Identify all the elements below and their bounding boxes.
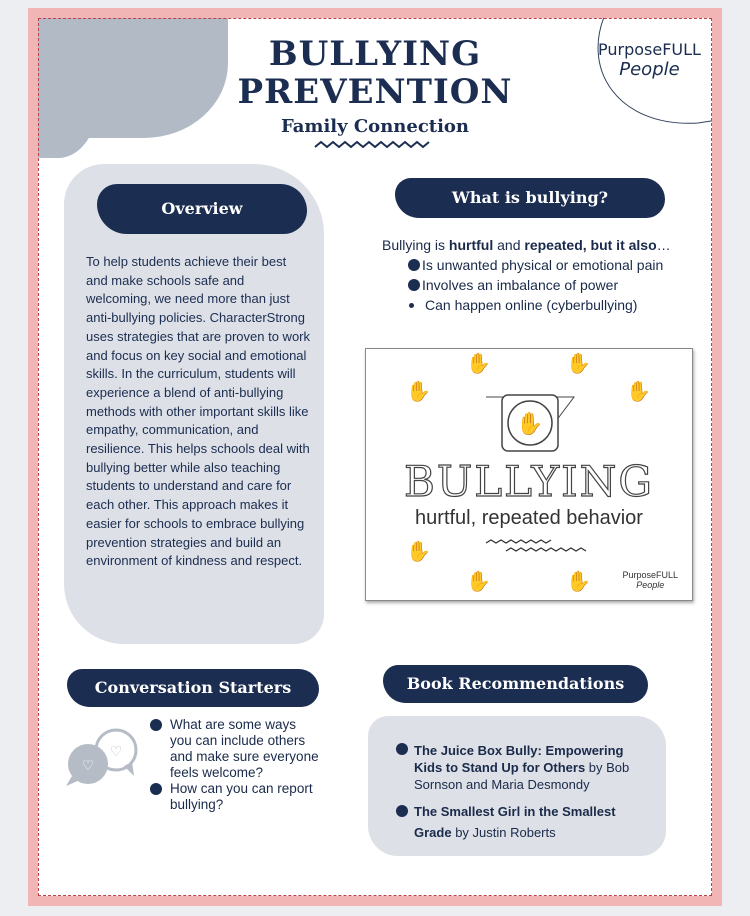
conversation-item: How can you can report bullying? [150, 781, 320, 813]
squiggle-divider [313, 140, 437, 150]
what-is-bullying [382, 235, 671, 315]
hand-icon: ✋ [466, 353, 491, 375]
hand-icon: ✋ [626, 381, 651, 403]
what-bullet: Can happen online (cyberbullying) [382, 295, 671, 315]
bullet-icon [408, 259, 420, 271]
what-bullet: Is unwanted physical or emotional pain [382, 255, 671, 275]
bullet-icon [396, 743, 408, 755]
bullet-icon [396, 805, 408, 817]
book-item: The Juice Box Bully: Empowering Kids to Stand Up for Others by Bob Sornson and Maria Desmondy [396, 742, 641, 793]
conversation-item: What are some ways you can include others and make sure everyone feels welcome? [150, 717, 320, 781]
raised-hand-icon [484, 393, 576, 453]
bullet-icon [408, 279, 420, 291]
bullet-icon [150, 783, 162, 795]
what-bullet: Involves an imbalance of power [382, 275, 671, 295]
page-title-line2: PREVENTION [237, 72, 513, 112]
book-list [396, 742, 641, 851]
page-subtitle: Family Connection [280, 116, 470, 137]
purposefull-people-logo [598, 40, 701, 81]
hand-icon: ✋ [566, 571, 591, 593]
overview-text: To help students achieve their best and make schools safe and welcoming, we need more than just anti-bullying policies. CharacterStrong uses strategies that are proven to work and focus on key social and emotional skills. In the curriculum, students will experience a blend of anti-bullying methods with other important skills like empathy, communication, and resilience. This helps schools deal with bullying better while also teaching students to understand and care for each other. This approach makes it easier for schools to embrace bullying prevention strategies and build an environment of kindness and respect. [86, 254, 311, 569]
chat-bubbles-icon [64, 728, 144, 788]
page-title-line1: BULLYING [268, 34, 482, 74]
svg-text:♡: ♡ [109, 743, 123, 759]
overview-heading: Overview [97, 184, 307, 234]
hand-icon: ✋ [406, 381, 431, 403]
logo-text: PurposeFULL [598, 40, 701, 59]
bullet-icon [409, 303, 414, 308]
svg-text:♡: ♡ [81, 757, 95, 773]
svg-text:✋: ✋ [516, 411, 544, 436]
hand-icon: ✋ [406, 541, 431, 563]
squiggle-icon [484, 539, 594, 555]
poster-word: BULLYING [404, 457, 654, 506]
bullying-poster-image [365, 348, 693, 601]
hand-icon: ✋ [566, 353, 591, 375]
logo-text: People [619, 59, 680, 81]
what-heading: What is bullying? [395, 178, 665, 218]
conversation-heading: Conversation Starters [67, 669, 319, 707]
bullet-icon [150, 719, 162, 731]
poster-tagline: hurtful, repeated behavior [415, 507, 643, 529]
book-item: The Smallest Girl in the Smallest Grade by Justin Roberts [396, 801, 641, 843]
what-intro: Bullying is hurtful and repeated, but it also… [382, 237, 671, 253]
poster-logo: PurposeFULL People [622, 570, 678, 590]
conversation-list [150, 717, 320, 813]
books-heading: Book Recommendations [383, 665, 648, 703]
hand-icon: ✋ [466, 571, 491, 593]
